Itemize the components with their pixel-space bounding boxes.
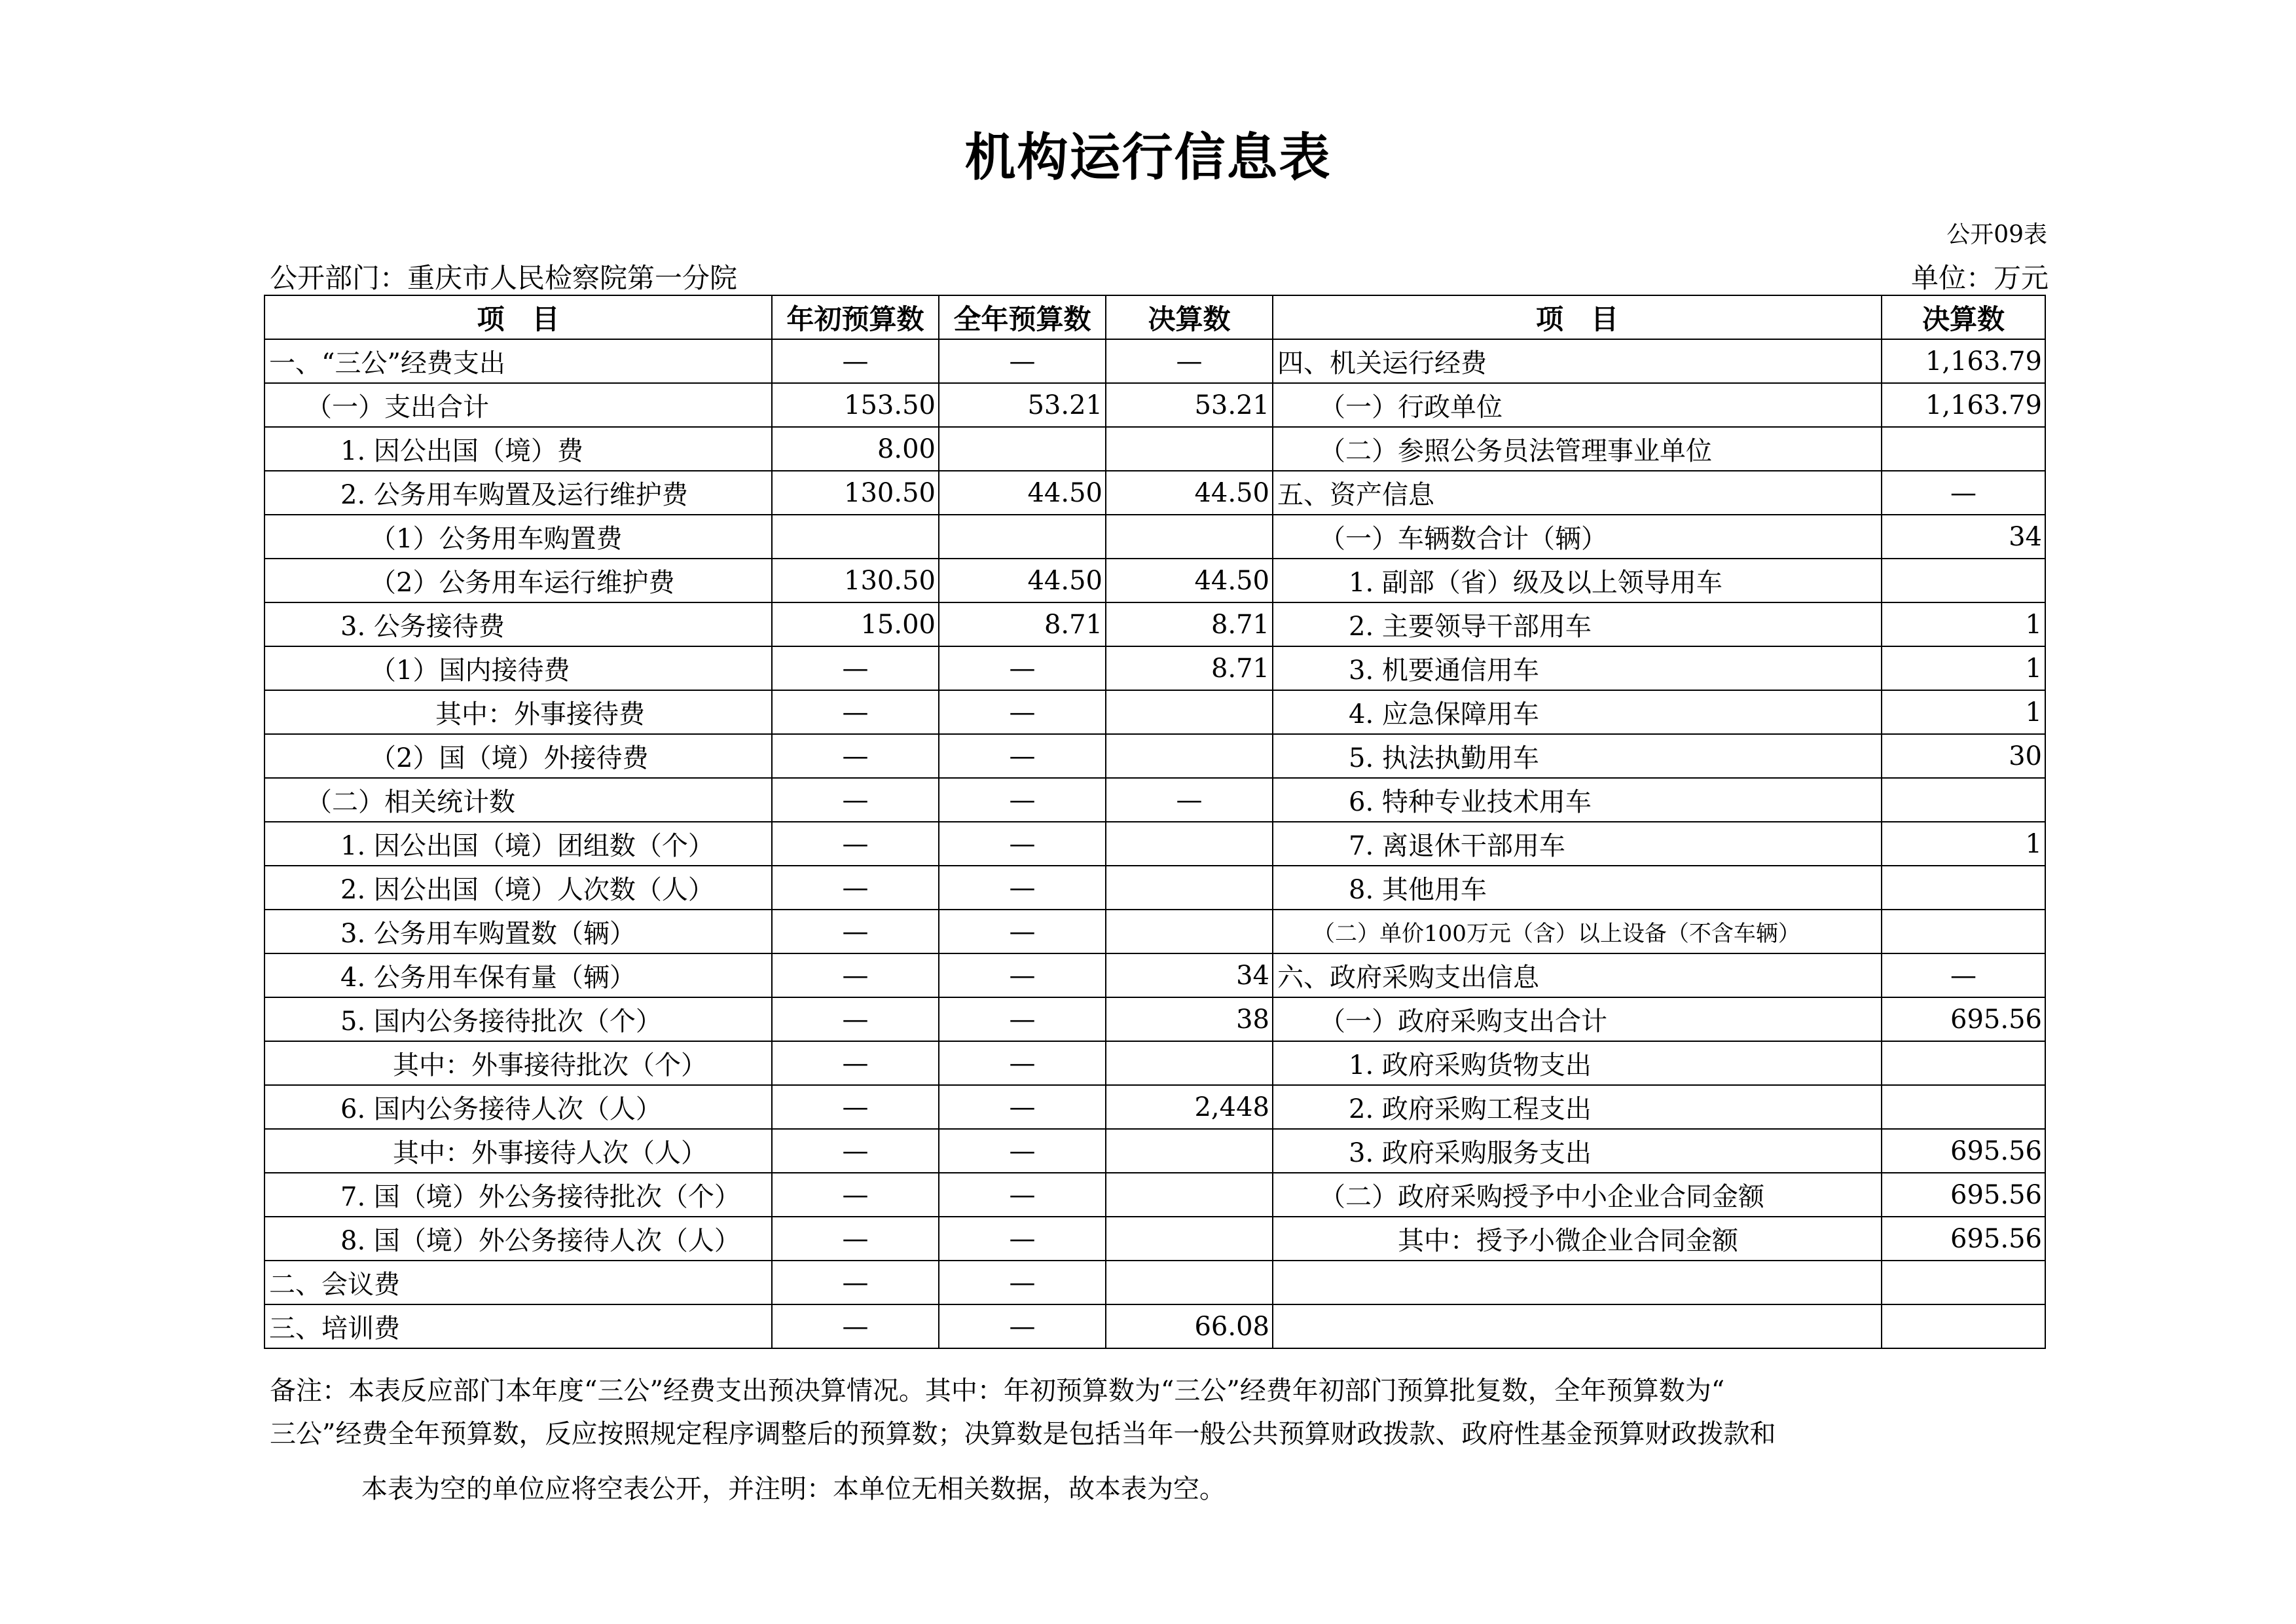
form-number: 公开09表 <box>1946 221 2047 248</box>
row-final-account: 2,448 <box>1106 1085 1273 1129</box>
row-initial-budget: — <box>772 1304 939 1348</box>
row-left-label: 2. 因公出国（境）人次数（人） <box>264 866 772 910</box>
row-right-label <box>1273 1304 1882 1348</box>
table-row <box>264 383 2045 427</box>
row-initial-budget: — <box>772 997 939 1041</box>
header-item-left: 项 目 <box>264 295 772 339</box>
row-initial-budget: — <box>772 866 939 910</box>
table-body <box>264 339 2045 1348</box>
row-left-label: 3. 公务用车购置数（辆） <box>264 910 772 953</box>
row-right-label: 2. 政府采购工程支出 <box>1273 1085 1882 1129</box>
row-right-label <box>1273 1261 1882 1304</box>
note-line-3: 本表为空的单位应将空表公开，并注明：本单位无相关数据，故本表为空。 <box>361 1474 1226 1504</box>
row-right-final-account: 1,163.79 <box>1882 383 2045 427</box>
row-left-label: 其中：外事接待费 <box>264 690 772 734</box>
row-left-label: 一、“三公”经费支出 <box>264 339 772 383</box>
table-row <box>264 1129 2045 1173</box>
row-right-label: 四、机关运行经费 <box>1273 339 1882 383</box>
row-initial-budget: — <box>772 778 939 822</box>
row-initial-budget: — <box>772 1217 939 1261</box>
row-full-year-budget: — <box>939 953 1106 997</box>
row-left-label: （2）公务用车运行维护费 <box>264 559 772 602</box>
row-right-label: 1. 副部（省）级及以上领导用车 <box>1273 559 1882 602</box>
row-full-year-budget: — <box>939 1173 1106 1217</box>
row-left-label: 8. 国（境）外公务接待人次（人） <box>264 1217 772 1261</box>
row-initial-budget: 15.00 <box>772 602 939 646</box>
row-final-account: 38 <box>1106 997 1273 1041</box>
row-right-label: 其中：授予小微企业合同金额 <box>1273 1217 1882 1261</box>
row-right-final-account: 1 <box>1882 822 2045 866</box>
row-final-account <box>1106 427 1273 471</box>
department-label: 公开部门：重庆市人民检察院第一分院 <box>270 262 738 294</box>
row-full-year-budget: 44.50 <box>939 471 1106 515</box>
row-right-label: 3. 机要通信用车 <box>1273 646 1882 690</box>
table-row <box>264 690 2045 734</box>
row-initial-budget: 130.50 <box>772 559 939 602</box>
row-left-label: 5. 国内公务接待批次（个） <box>264 997 772 1041</box>
row-left-label: （一）支出合计 <box>264 383 772 427</box>
header-final-account: 决算数 <box>1106 295 1273 339</box>
row-initial-budget: 8.00 <box>772 427 939 471</box>
table-row <box>264 734 2045 778</box>
row-final-account <box>1106 1261 1273 1304</box>
row-right-final-account: 1 <box>1882 690 2045 734</box>
row-initial-budget: — <box>772 734 939 778</box>
row-right-final-account: 695.56 <box>1882 997 2045 1041</box>
header-item-right: 项 目 <box>1273 295 1882 339</box>
row-left-label: （2）国（境）外接待费 <box>264 734 772 778</box>
row-final-account: 53.21 <box>1106 383 1273 427</box>
table-row <box>264 1261 2045 1304</box>
row-right-label: 7. 离退休干部用车 <box>1273 822 1882 866</box>
row-right-final-account <box>1882 1085 2045 1129</box>
row-full-year-budget: — <box>939 1129 1106 1173</box>
row-final-account <box>1106 515 1273 559</box>
row-full-year-budget: — <box>939 1261 1106 1304</box>
header-final-account-right: 决算数 <box>1882 295 2045 339</box>
table-row <box>264 953 2045 997</box>
row-final-account: 34 <box>1106 953 1273 997</box>
row-initial-budget: — <box>772 690 939 734</box>
row-full-year-budget: — <box>939 1304 1106 1348</box>
table-row <box>264 910 2045 953</box>
row-left-label: （1）国内接待费 <box>264 646 772 690</box>
row-final-account <box>1106 1129 1273 1173</box>
row-right-final-account: 30 <box>1882 734 2045 778</box>
row-initial-budget: — <box>772 339 939 383</box>
row-right-final-account: — <box>1882 471 2045 515</box>
row-full-year-budget: — <box>939 778 1106 822</box>
row-left-label: 二、会议费 <box>264 1261 772 1304</box>
header-full-year-budget: 全年预算数 <box>939 295 1106 339</box>
row-initial-budget: — <box>772 910 939 953</box>
row-initial-budget: — <box>772 646 939 690</box>
row-right-final-account: — <box>1882 953 2045 997</box>
row-right-label: 4. 应急保障用车 <box>1273 690 1882 734</box>
header-initial-budget: 年初预算数 <box>772 295 939 339</box>
row-final-account: 8.71 <box>1106 602 1273 646</box>
table-row <box>264 1173 2045 1217</box>
row-right-final-account: 1 <box>1882 602 2045 646</box>
row-full-year-budget: — <box>939 734 1106 778</box>
table-row <box>264 559 2045 602</box>
row-right-label: 3. 政府采购服务支出 <box>1273 1129 1882 1173</box>
row-right-label: （二）参照公务员法管理事业单位 <box>1273 427 1882 471</box>
row-left-label: （二）相关统计数 <box>264 778 772 822</box>
row-final-account: — <box>1106 339 1273 383</box>
row-right-final-account <box>1882 559 2045 602</box>
row-final-account <box>1106 690 1273 734</box>
row-right-label: 六、政府采购支出信息 <box>1273 953 1882 997</box>
row-right-label: （二）单价100万元（含）以上设备（不含车辆） <box>1273 910 1882 953</box>
info-table <box>264 295 2046 1349</box>
row-final-account <box>1106 910 1273 953</box>
row-final-account: 44.50 <box>1106 471 1273 515</box>
row-full-year-budget <box>939 515 1106 559</box>
row-initial-budget: — <box>772 1129 939 1173</box>
table-row <box>264 822 2045 866</box>
row-right-label: 6. 特种专业技术用车 <box>1273 778 1882 822</box>
table-row <box>264 515 2045 559</box>
row-right-label: 五、资产信息 <box>1273 471 1882 515</box>
row-right-final-account <box>1882 427 2045 471</box>
row-initial-budget: — <box>772 1173 939 1217</box>
row-full-year-budget: — <box>939 1217 1106 1261</box>
row-final-account <box>1106 734 1273 778</box>
table-row <box>264 997 2045 1041</box>
row-full-year-budget <box>939 427 1106 471</box>
row-full-year-budget: — <box>939 690 1106 734</box>
row-initial-budget: — <box>772 1085 939 1129</box>
row-right-final-account <box>1882 1304 2045 1348</box>
table-row <box>264 339 2045 383</box>
row-left-label: 1. 因公出国（境）团组数（个） <box>264 822 772 866</box>
row-initial-budget: — <box>772 953 939 997</box>
row-final-account <box>1106 866 1273 910</box>
row-right-label: （一）车辆数合计（辆） <box>1273 515 1882 559</box>
row-left-label: 4. 公务用车保有量（辆） <box>264 953 772 997</box>
row-right-label: 5. 执法执勤用车 <box>1273 734 1882 778</box>
row-final-account <box>1106 1041 1273 1085</box>
row-left-label: 6. 国内公务接待人次（人） <box>264 1085 772 1129</box>
table-row <box>264 866 2045 910</box>
row-initial-budget: 130.50 <box>772 471 939 515</box>
row-final-account <box>1106 1173 1273 1217</box>
table-row <box>264 427 2045 471</box>
row-left-label: 其中：外事接待人次（人） <box>264 1129 772 1173</box>
row-right-label: 2. 主要领导干部用车 <box>1273 602 1882 646</box>
row-full-year-budget: 53.21 <box>939 383 1106 427</box>
row-full-year-budget: — <box>939 822 1106 866</box>
row-full-year-budget: 44.50 <box>939 559 1106 602</box>
row-right-final-account <box>1882 778 2045 822</box>
row-left-label: 三、培训费 <box>264 1304 772 1348</box>
row-full-year-budget: — <box>939 997 1106 1041</box>
row-initial-budget: 153.50 <box>772 383 939 427</box>
row-full-year-budget: — <box>939 1085 1106 1129</box>
row-right-final-account <box>1882 1261 2045 1304</box>
row-right-final-account <box>1882 1041 2045 1085</box>
row-full-year-budget: 8.71 <box>939 602 1106 646</box>
page-title: 机构运行信息表 <box>964 128 1332 187</box>
row-right-final-account <box>1882 866 2045 910</box>
row-right-label: （一）政府采购支出合计 <box>1273 997 1882 1041</box>
row-left-label: 1. 因公出国（境）费 <box>264 427 772 471</box>
row-left-label: 3. 公务接待费 <box>264 602 772 646</box>
table-row <box>264 778 2045 822</box>
row-full-year-budget: — <box>939 910 1106 953</box>
row-final-account <box>1106 1217 1273 1261</box>
table-row <box>264 1304 2045 1348</box>
row-left-label: 2. 公务用车购置及运行维护费 <box>264 471 772 515</box>
row-initial-budget: — <box>772 1041 939 1085</box>
row-left-label: （1）公务用车购置费 <box>264 515 772 559</box>
row-full-year-budget: — <box>939 646 1106 690</box>
table-row <box>264 471 2045 515</box>
row-right-final-account <box>1882 910 2045 953</box>
row-final-account: 8.71 <box>1106 646 1273 690</box>
row-initial-budget: — <box>772 1261 939 1304</box>
table-row <box>264 646 2045 690</box>
table-header-row <box>264 295 2045 339</box>
row-right-label: 8. 其他用车 <box>1273 866 1882 910</box>
table-row <box>264 1041 2045 1085</box>
row-final-account: 66.08 <box>1106 1304 1273 1348</box>
note-line-2: 三公”经费全年预算数，反应按照规定程序调整后的预算数；决算数是包括当年一般公共预算财政拨款、政府性基金预算财政拨款和 <box>270 1419 1776 1449</box>
row-full-year-budget: — <box>939 866 1106 910</box>
row-left-label: 7. 国（境）外公务接待批次（个） <box>264 1173 772 1217</box>
unit-label: 单位：万元 <box>1910 262 2049 294</box>
row-right-final-account: 695.56 <box>1882 1129 2045 1173</box>
row-full-year-budget: — <box>939 1041 1106 1085</box>
row-right-final-account: 1 <box>1882 646 2045 690</box>
row-full-year-budget: — <box>939 339 1106 383</box>
row-right-final-account: 1,163.79 <box>1882 339 2045 383</box>
row-initial-budget: — <box>772 822 939 866</box>
row-right-final-account: 695.56 <box>1882 1217 2045 1261</box>
row-right-label: （二）政府采购授予中小企业合同金额 <box>1273 1173 1882 1217</box>
note-line-1: 备注：本表反应部门本年度“三公”经费支出预决算情况。其中：年初预算数为“三公”经费年初部门预算批复数，全年预算数为“ <box>270 1376 1725 1406</box>
table-row <box>264 602 2045 646</box>
row-right-label: （一）行政单位 <box>1273 383 1882 427</box>
row-right-final-account: 695.56 <box>1882 1173 2045 1217</box>
row-left-label: 其中：外事接待批次（个） <box>264 1041 772 1085</box>
row-final-account <box>1106 822 1273 866</box>
table-row <box>264 1217 2045 1261</box>
row-right-final-account: 34 <box>1882 515 2045 559</box>
table-row <box>264 1085 2045 1129</box>
row-final-account: — <box>1106 778 1273 822</box>
row-initial-budget <box>772 515 939 559</box>
row-right-label: 1. 政府采购货物支出 <box>1273 1041 1882 1085</box>
row-final-account: 44.50 <box>1106 559 1273 602</box>
